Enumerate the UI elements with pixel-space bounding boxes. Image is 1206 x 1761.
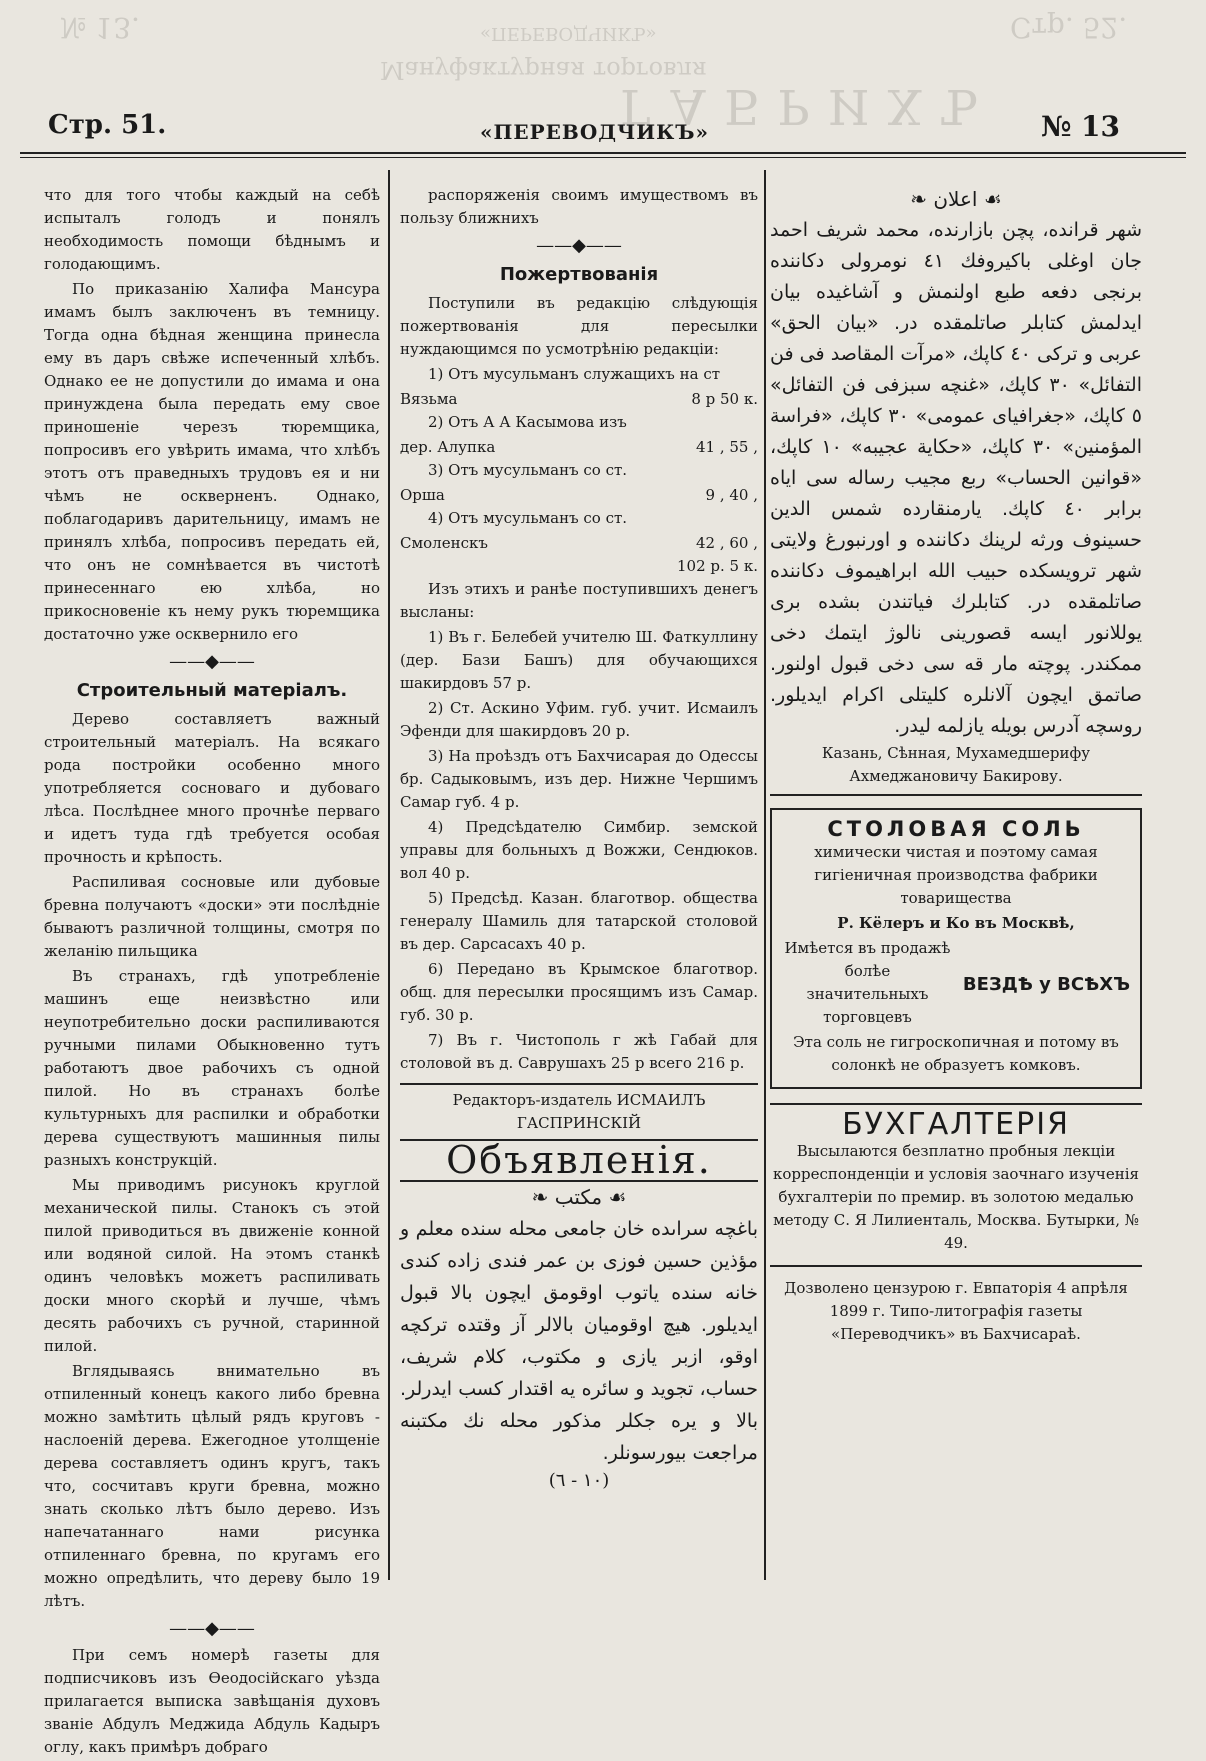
sent-3: 3) На проѣздъ отъ Бахчисарая до Одессы бр. Садыковымъ, изъ дер. Нижне Чершимъ Самар губ. 4 р. xyxy=(400,747,758,811)
donations-list xyxy=(400,363,758,578)
donation-4-source: 4) Отъ мусульманъ со ст. xyxy=(428,509,628,527)
ornament-divider: ——◆—— xyxy=(536,235,622,256)
page-number: Стр. 51. xyxy=(48,110,167,140)
newspaper-title: «ПЕРЕВОДЧИКЪ» xyxy=(480,120,710,144)
column-divider-1 xyxy=(388,170,390,1580)
editor-line: Редакторъ-издатель ИСМАИЛЪ ГАСПРИНСКІЙ xyxy=(452,1091,706,1132)
sent-1: 1) Въ г. Белебей учителю Ш. Фаткуллину (дер. Бази Башъ) для обучающихся шакирдовъ 57 р. xyxy=(400,628,758,692)
col1-p5: Въ странахъ, гдѣ употребленіе машинъ еще неизвѣстно или неупотребительно доски распиливаются ручными пилами Обыкновенно тутъ работаютъ двое рабочихъ съ одной пилой. Но въ странахъ болѣе культурныхъ для распилки и обработки дерева существуютъ машинныя пилы разныхъ конструкцій. xyxy=(44,967,380,1169)
donation-1-amount: 8 р 50 к. xyxy=(691,390,758,408)
salt-line-4: ВЕЗДѢ у ВСѢХЪ xyxy=(962,973,1130,995)
col1-p3: Дерево составляетъ важный строительный матеріалъ. На всякаго рода постройки особенно много употребляется сосноваго и дубоваго лѣса. Послѣднее много прочнѣе перваго и идетъ туда гдѣ требуется особая прочность и крѣпость. xyxy=(44,710,380,866)
donation-1-source: 1) Отъ мусульманъ служащихъ на ст xyxy=(428,365,721,383)
donation-1-place: Вязьма xyxy=(400,390,458,408)
bleed-line2: Мануфактурная торговля xyxy=(380,56,707,84)
col1-p4: Распиливая сосновые или дубовые бревна получаютъ «доски» эти послѣдніе бываютъ различной толщины, смотря по желанію пильщика xyxy=(44,873,380,960)
salt-line-3: Имѣется въ продажѣ болѣе значительныхъ торговцевъ xyxy=(784,939,951,1026)
rule xyxy=(770,1265,1142,1267)
rule xyxy=(770,794,1142,796)
column-2 xyxy=(400,184,758,1492)
sent-2: 2) Ст. Аскино Уфим. губ. учит. Исмаилъ Эфенди для шакирдовъ 20 р. xyxy=(400,699,758,740)
sent-4: 4) Предсѣдателю Симбир. земской управы для больныхъ д Вожжи, Сендюков. вол 40 р. xyxy=(400,818,758,882)
rule xyxy=(400,1083,758,1085)
salt-line-1: химически чистая и поэтому самая гигіеничная производства фабрики товарищества xyxy=(814,843,1098,907)
bleed-left: № 13. xyxy=(60,11,140,44)
rule xyxy=(770,1103,1142,1105)
bleed-right: Стр. 52. xyxy=(1010,11,1128,44)
column-1 xyxy=(44,184,380,1761)
donation-1 xyxy=(400,388,758,411)
col2-p2: Изъ этихъ и ранѣе поступившихъ денегъ высланы: xyxy=(400,580,758,621)
ilan-heading: ❧ اعلان ☙ xyxy=(910,187,1002,211)
salt-line-2: Р. Кёлеръ и Ко въ Москвѣ, xyxy=(837,914,1075,932)
donation-total-row xyxy=(400,555,758,578)
donation-total: 102 р. 5 к. xyxy=(677,557,758,575)
section-title-building: Строительный матеріалъ. xyxy=(76,680,348,701)
page-header xyxy=(40,110,1160,150)
column-3 xyxy=(770,184,1142,1348)
sent-5: 5) Предсѣд. Казан. благотвор. общества генералу Шамиль для татарской столовой въ дер. Сарсасахъ 40 р. xyxy=(400,889,758,953)
section-title-donations: Пожертвованія xyxy=(499,264,659,285)
issue-number: № 13 xyxy=(1040,110,1120,143)
donation-4 xyxy=(400,532,758,555)
buh-text: Высылаются безплатно пробныя лекціи корреспонденціи и условія заочнаго изученія бухгалтеріи по премир. въ золотою медалью методу С. Я Лилиенталь, Москва. Бутырки, № 49. xyxy=(773,1142,1139,1252)
salt-line-5: Эта соль не гигроскопичная и потому въ солонкѣ не образуетъ комковъ. xyxy=(793,1033,1119,1074)
donation-3 xyxy=(400,484,758,507)
col1-p6: Мы приводимъ рисунокъ круглой механической пилы. Станокъ съ этой пилой приводиться въ движеніе конной или водяной силой. На этомъ станкѣ одинъ человѣкъ можетъ распиливать доски много скорѣй и лучше, чѣмъ десять рабочихъ съ ручной, старинной пилой. xyxy=(44,1176,380,1355)
salt-title: СТОЛОВАЯ СОЛЬ xyxy=(827,817,1085,841)
donation-2-source: 2) Отъ А А Касымова изъ xyxy=(428,413,627,431)
donation-4-amount: 42 , 60 , xyxy=(695,534,758,552)
column-divider-2 xyxy=(764,170,766,1580)
salt-row xyxy=(782,937,1130,1031)
ads-title: Объявленія. xyxy=(446,1138,712,1182)
col1-p1: что для того чтобы каждый на себѣ испыталъ голодъ и понялъ необходимость помощи бѣднымъ и голодающимъ. xyxy=(44,186,380,273)
mekteb-text: باغچه سراىده خان جامعى محله سنده معلم و مؤذين حسين فوزى بن عمر فندى زاده كندى خانه سنده ياتوب اوقومق ايچون بالا قبول ايديلور. هيچ اوقوميان بالالر آز وقتده تركچه اوقو، ازبر يازى و مكتوب، كلام شريف، حساب، تجويد و سائره يه اقتدار كسب ايدرلر. بالا و يره جكلر مذكور محله نك مكتبنه مراجعت بيورسونلر. xyxy=(400,1218,758,1464)
donation-2-amount: 41 , 55 , xyxy=(695,438,758,456)
mekteb-heading: ❧ مكتب ☙ xyxy=(531,1185,627,1209)
col1-p7: Вглядываясь внимательно въ отпиленный конецъ какого либо бревна можно замѣтить цѣлый рядъ круговъ - наслоеній дерева. Ежегодное утолщеніе дерева составляетъ одинъ кругъ, такъ что, сосчитавъ круги бревна, можно знать сколько лѣтъ было дерево. Изъ напечатаннаго нами рисунка отпиленнаго бревна, по кругамъ его можно опредѣлить, что дереву было 19 лѣтъ. xyxy=(44,1362,380,1610)
sent-7: 7) Въ г. Чистополь г жѣ Габай для столовой въ д. Саврушахъ 25 р всего 216 р. xyxy=(400,1031,758,1072)
col1-p2: По приказанію Халифа Мансура имамъ былъ заключенъ въ темницу. Тогда одна бѣдная женщина принесла ему въ даръ свѣже испеченный хлѣбъ. Однако ее не допустили до имама и она принуждена была передать ему свое приношеніе черезъ тюремщика, попросивъ его увѣрить имама, что хлѣбъ этотъ отъ праведныхъ трудовъ ея и ни чѣмъ не оскверненъ. Однако, поблагодаривъ дарительницу, имамъ не принялъ хлѣба, попросивъ передать ей, что онъ не сомнѣвается въ чистотѣ принесеннаго ею хлѣба, но прикосновеніе къ нему рукъ тюремщика достаточно уже осквернило его xyxy=(44,280,380,643)
donation-3-source: 3) Отъ мусульманъ со ст. xyxy=(428,461,628,479)
donation-3-amount: 9 , 40 , xyxy=(705,486,758,504)
donation-4-place: Смоленскъ xyxy=(400,534,488,552)
bleed-center: «ПЕРЕВОДЧИКЪ» xyxy=(480,23,657,44)
mekteb-number: (١٠ - ٦) xyxy=(548,1470,610,1491)
ornament-divider: ——◆—— xyxy=(169,651,255,672)
col2-p1: Поступили въ редакцію слѣдующія пожертвованія для пересылки нуждающимся по усмотрѣнію редакціи: xyxy=(400,294,758,358)
donation-2-place: дер. Алупка xyxy=(400,438,496,456)
header-rule-thin xyxy=(20,157,1186,158)
col2-p0: распоряженія своимъ имуществомъ въ пользу ближнихъ xyxy=(400,186,758,227)
buh-title: БУХГАЛТЕРІЯ xyxy=(842,1107,1070,1142)
bleed-line3: ГАБРИХЪ xyxy=(620,78,996,134)
ornament-divider: ——◆—— xyxy=(169,1618,255,1639)
ilan-text: شهر قرانده، پچن بازارنده، محمد شريف احمد جان اوغلى باكيروفك ٤١ نومرولى دكاننده برنجى دفعه طبع اولنمش و آشاغيده بيان ايدلمش كتابلر صاتلمقده در. «بيان الحق» عربى و تركى ٤٠ كاپك، «مرآت المقاصد فى فن التفائل» ٣٠ كاپك، «غنچه سبزفى فن التفائل» ٥ كاپك، «جغرافياى عمومى» ٣٠ كاپك، «فراسة المؤمنين» ٣٠ كاپك، «حكاية عجيبه» ١٠ كاپك، «قوانين الحساب» ربع مجيب رساله سى اياه برابر ٤٠ كاپك. يارمنقارده شمس الدين حسينوف ورثه لرينك دكاننده و اورنبورغ ولايتى شهر ترويسكده حبيب الله ابراهيموف دكاننده صاتلمقده در. كتابلرك فياتندن بشده برى يوللانور ايسه قصورينى نالوژ ايتمك دخى ممكندر. پوچته مار قه سى دخى قبول اولنور. صاتمق ايچون آلانلره كليتلى اكرام ايديلور. روسچه آدرس بويله يازلمه ليدر. xyxy=(770,219,1143,737)
salt-ad xyxy=(770,808,1142,1089)
censor-note: Дозволено цензурою г. Евпаторія 4 апрѣля 1899 г. Типо-литографія газеты «Переводчикъ» въ Бахчисараѣ. xyxy=(784,1279,1128,1343)
header-rule xyxy=(20,152,1186,154)
sent-6: 6) Передано въ Крымское благотвор. общ. для пересылки просящимъ изъ Самар. губ. 30 р. xyxy=(400,960,758,1024)
ilan-address: Казань, Сѣнная, Мухамедшерифу Ахмеджановичу Бакирову. xyxy=(821,744,1091,785)
donation-2 xyxy=(400,436,758,459)
donation-3-place: Орша xyxy=(400,486,445,504)
col1-p8: При семъ номерѣ газеты для подписчиковъ изъ Ѳеодосійскаго уѣзда прилагается выписка завѣщанія духовъ званіе Абдулъ Меджида Абдуль Кадыръ оглу, какъ примѣръ добраго xyxy=(44,1646,380,1756)
